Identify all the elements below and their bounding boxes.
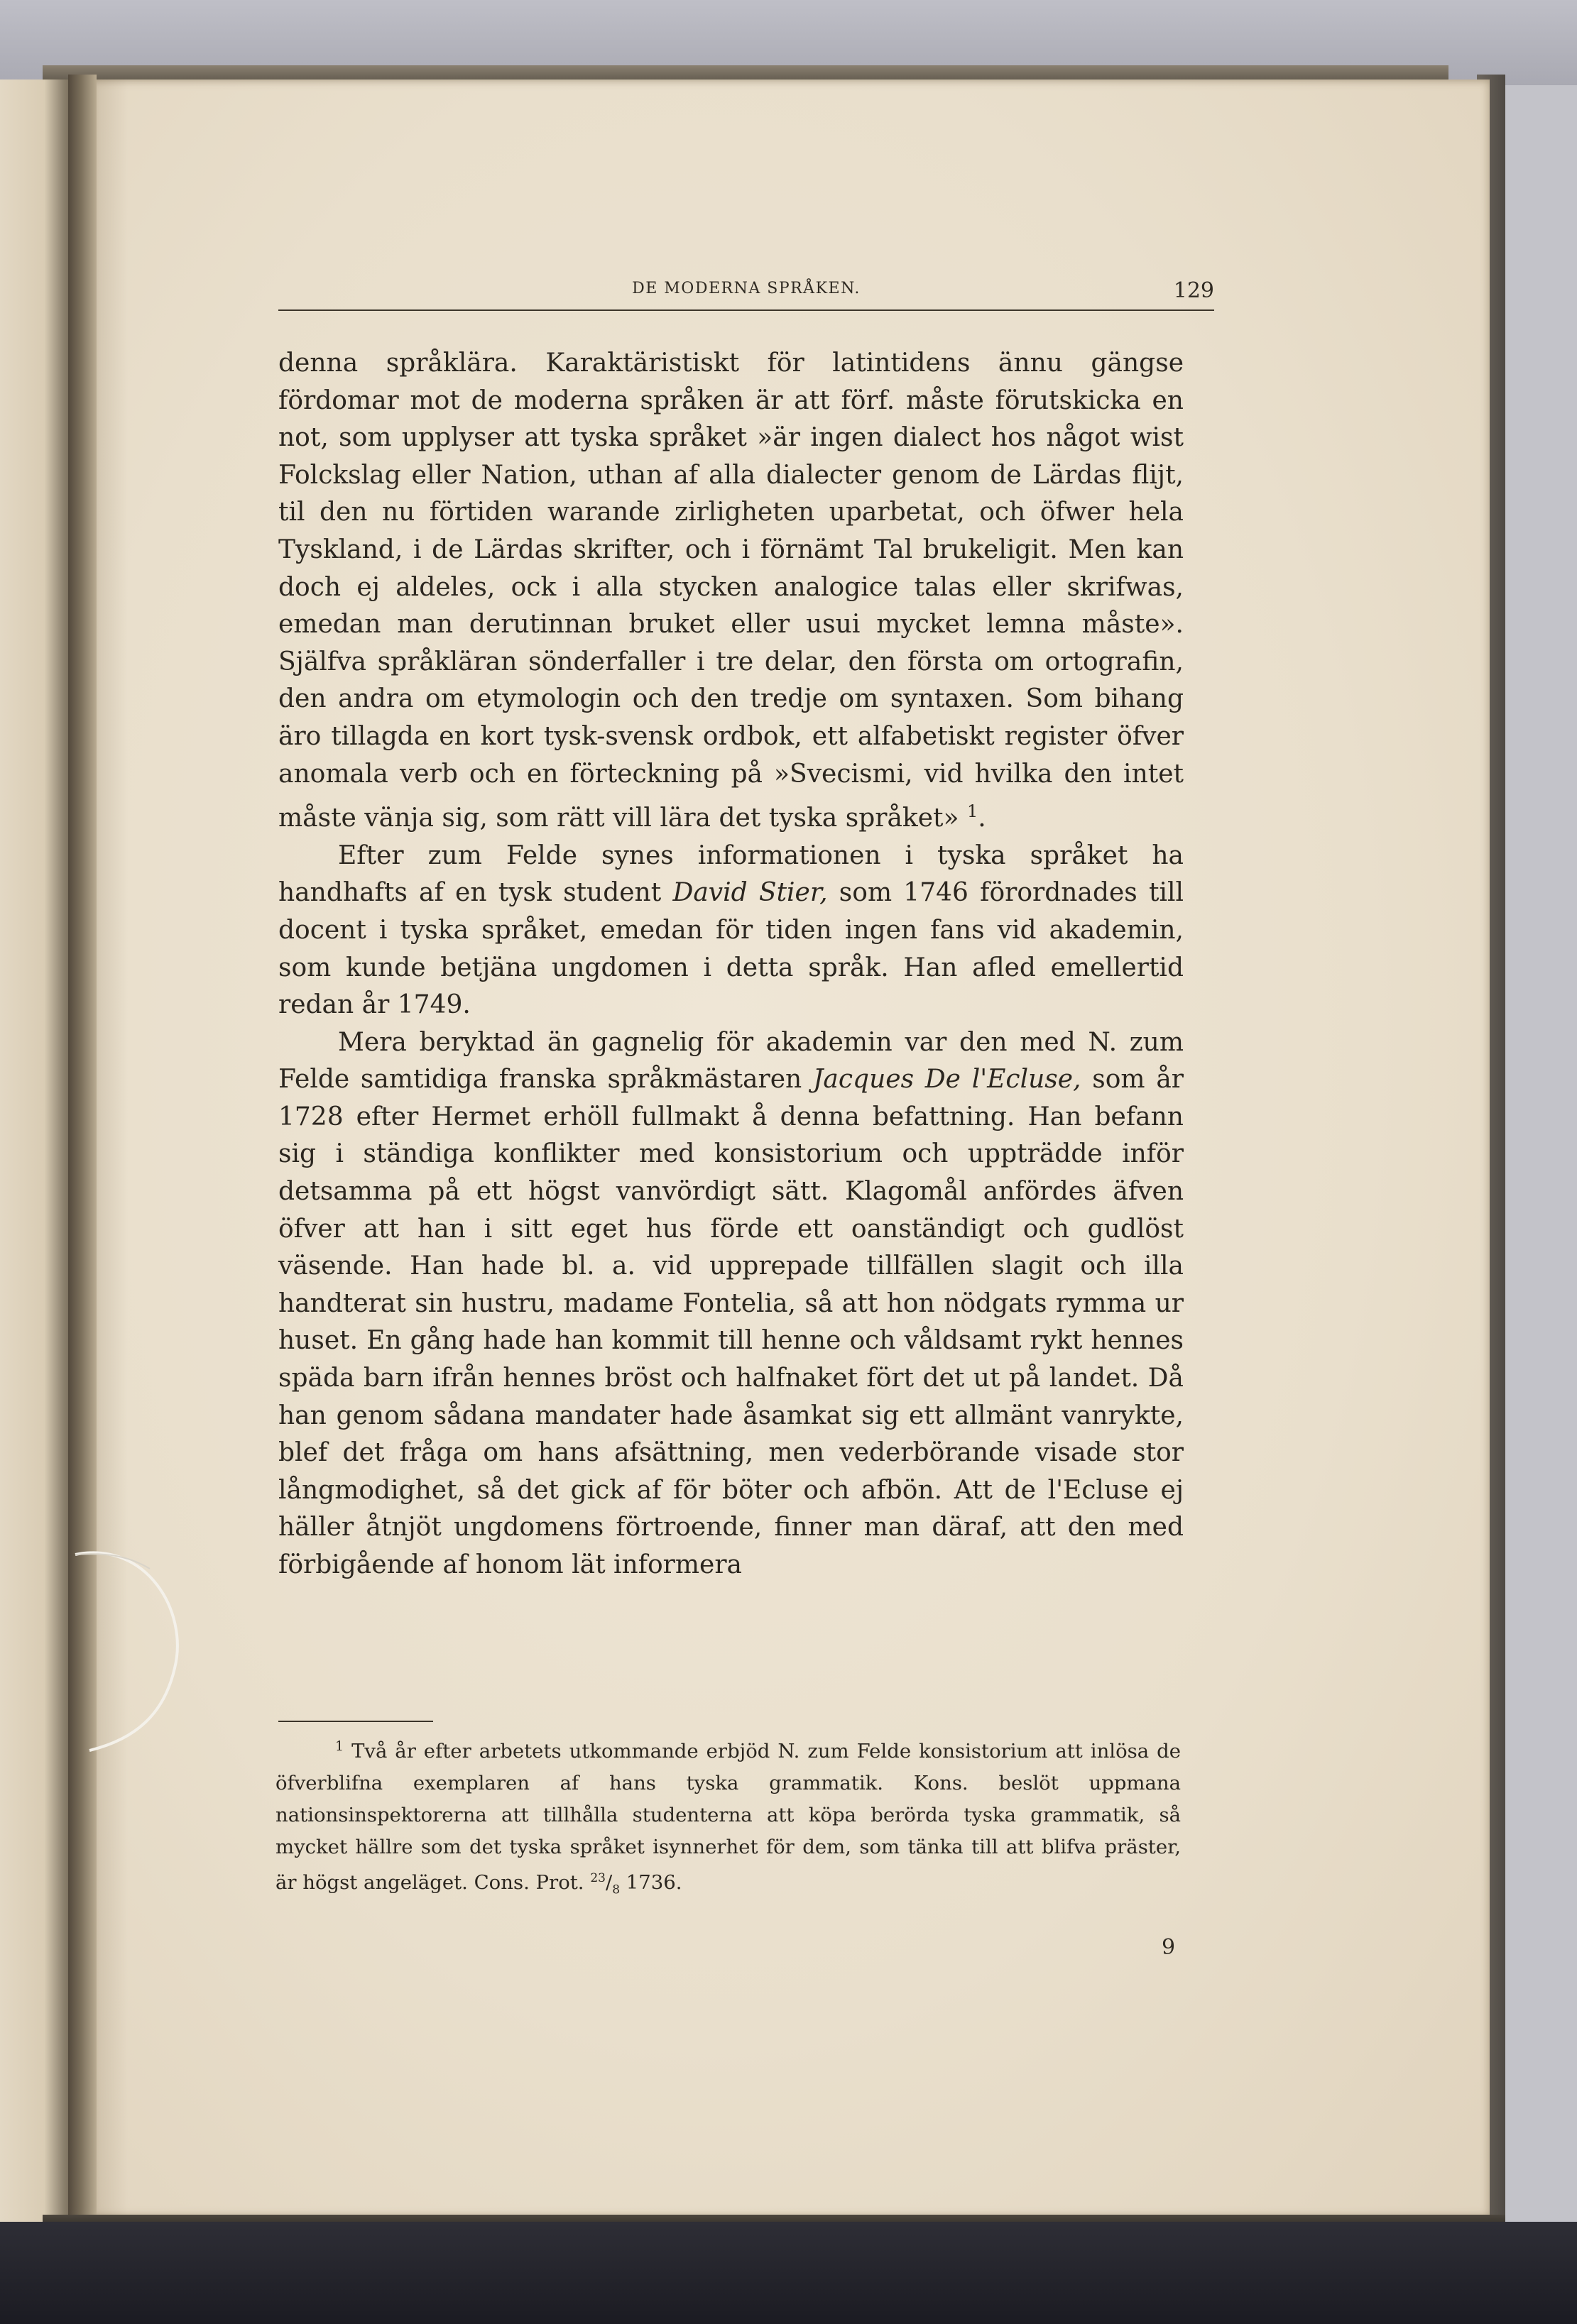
paragraph-text: denna språklära. Karaktäristiskt för latintidens ännu gängse fördomar mot de moderna språken är att förf. måste förutskicka en not, som upplyser att tyska språket »är ingen dialect hos något wist Folckslag eller Nation, uthan af alla dialecter genom de Lärdas flijt, til den nu förtiden warande zirligheten uparbetat, och öfwer hela Tyskland, i de Lärdas skrifter, och i förnämt Tal brukeligit. Men kan doch ej aldeles, ock i alla stycken analogice talas eller skrifwas, emedan man derutinnan bruket eller usui mycket lemna måste». Själfva språkläran sönderfaller i tre delar, den första om ortografin, den andra om etymologin och den tredje om syntaxen. Som bihang äro tillagda en kort tysk-svensk ordbok, ett alfabetiskt register öfver anomala verb och en förteckning på »Svecismi, vid hvilka den intet måste vänja sig, som rätt vill lära det tyska språket» — [278, 349, 1184, 833]
paragraph — [278, 838, 1184, 1024]
running-title: DE MODERNA SPRÅKEN. — [632, 280, 861, 297]
paragraph — [278, 1024, 1184, 1584]
header-rule — [278, 309, 1214, 311]
footnote-text: Två år efter arbetets utkommande erbjöd N. zum Felde konsistorium att inlösa de öfverblifna exemplaren af hans tyska grammatik. Kons. beslöt uppmana nationsinspektorerna att tillhålla studenterna att köpa berörda tyska grammatik, så mycket hällre som det tyska språket isynnerhet för dem, som tänka till att blifva präster, är högst angeläget. Cons. Prot. — [275, 1740, 1181, 1895]
person-name: David Stier, — [672, 878, 828, 908]
footnote-marker: 1 — [335, 1738, 344, 1754]
book-spine — [68, 75, 97, 2236]
signature-mark: 9 — [1162, 1935, 1176, 1960]
paragraph: denna språklära. Karaktäristiskt för latintidens ännu gängse fördomar mot de moderna språken är att förf. måste förutskicka en not, som upplyser att tyska språket »är ingen dialect hos något wist Folckslag eller Nation, uthan af alla dialecter genom de Lärdas flijt, til den nu förtiden warande zirligheten uparbetat, och öfwer hela Tyskland, i de Lärdas skrifter, och i förnämt Tal brukeligit. Men kan doch ej aldeles, ock i alla stycken analogice talas eller skrifwas, emedan man derutinnan bruket eller usui mycket lemna måste». Själfva språkläran sönderfaller i tre delar, den första om ortografin, den andra om etymologin och den tredje om syntaxen. Som bihang äro tillagda en kort tysk-svensk ordbok, ett alfabetiskt register öfver anomala verb och en förteckning på »Svecismi, vid hvilka den intet måste vänja sig, som rätt vill lära det tyska språket» $^1$. — [278, 349, 1184, 833]
paragraph-text: Efter zum Felde synes informationen i tyska språket ha handhafts af en tysk student — [278, 840, 1184, 908]
footnote-rule — [278, 1721, 433, 1722]
background-bottom — [0, 2222, 1577, 2324]
footnote-paragraph: $^1$ Två år efter arbetets utkommande erbjöd N. zum Felde konsistorium att inlösa de öfverblifna exemplaren af hans tyska grammatik. Kons. beslöt uppmana nationsinspektorerna att tillhålla studenterna att köpa berörda tyska grammatik, så mycket hällre som det tyska språket isynnerhet för dem, som tänka till att blifva präster, är högst angeläget. Cons. Prot. $^{23}/_8$ 1736. — [275, 1738, 1181, 1897]
previous-page-edge — [0, 80, 74, 2230]
footnote — [275, 1731, 1181, 1907]
page-number: 129 — [1173, 278, 1214, 303]
paragraph-text: som år 1728 efter Hermet erhöll fullmakt å denna befattning. Han befann sig i ständiga konflikter med konsistorium och uppträdde inför detsamma på ett högst vanvördigt sätt. Klagomål anfördes äfven öfver att han i sitt eget hus förde ett oanständigt och gudlöst väsende. Han hade bl. a. vid upprepade tillfällen slagit och illa handterat sin hustru, madame Fontelia, så att hon nödgats rymma ur huset. En gång hade han kommit till henne och våldsamt rykt hennes späda barn ifrån hennes bröst och halfnaket fört det ut på landet. Då han genom sådana mandater hade åsamkat sig ett allmänt vanrykte, blef det fråga om hans afsättning, men vederbörande visade stor långmodighet, så det gick af för böter och afbön. Att de l'Ecluse ej häller åtnjöt ungdomens förtroende, finner man däraf, att den med förbigående af honom lät informera — [278, 1065, 1184, 1579]
running-header — [278, 280, 1214, 308]
body-text — [278, 345, 1184, 1584]
person-name: Jacques De l'Ecluse, — [812, 1065, 1081, 1095]
date-numerator: 23 — [590, 1871, 606, 1886]
footnote-reference: 1 — [966, 801, 978, 822]
binding-thread — [68, 1526, 189, 1753]
paragraph-text: Mera beryktad än gagnelig för akademin var den med N. zum Felde samtidiga franska språkmästaren — [278, 1027, 1184, 1095]
date-denominator: 8 — [612, 1883, 621, 1897]
paragraph-text: som 1746 förordnades till docent i tyska språket, emedan för tiden ingen fans vid akademin, som kunde betjäna ungdomen i detta språk. Han afled emellertid redan år 1749. — [278, 878, 1184, 1020]
footnote-year: 1736. — [626, 1871, 682, 1895]
